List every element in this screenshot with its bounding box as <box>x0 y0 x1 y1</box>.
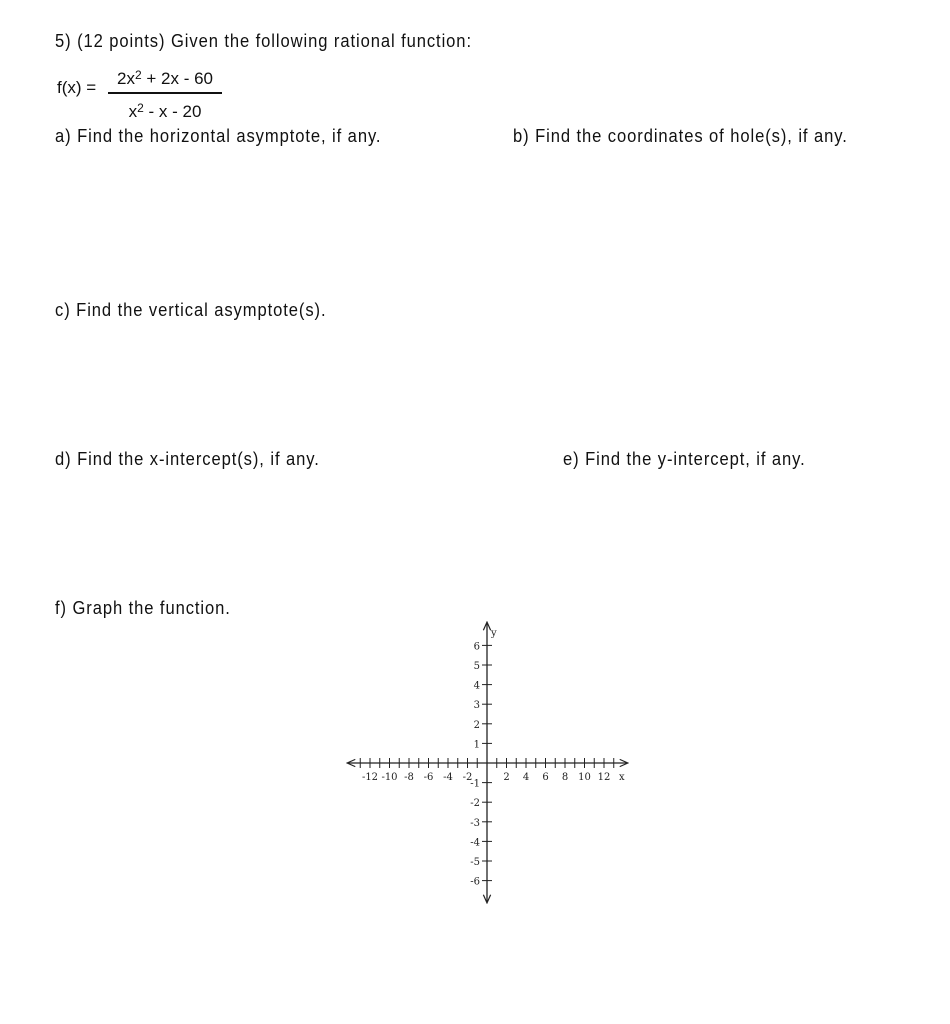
coordinate-grid <box>340 620 640 910</box>
part-e-question: e) Find the y-intercept, if any. <box>563 449 806 469</box>
numerator-term-b: + 2x - 60 <box>141 69 213 88</box>
x-tick-label: -10 <box>381 772 398 783</box>
y-tick-label: 3 <box>473 700 480 712</box>
y-tick-label: -4 <box>470 837 480 849</box>
y-tick-label: -5 <box>470 857 480 868</box>
x-tick-label: 8 <box>561 772 569 783</box>
y-tick-label: 6 <box>473 641 480 653</box>
numerator-exponent: 2 <box>134 68 142 82</box>
part-b-question: b) Find the coordinates of hole(s), if any. <box>513 126 848 146</box>
numerator <box>108 64 222 90</box>
part-d-question: d) Find the x-intercept(s), if any. <box>55 449 320 469</box>
x-tick-label: -6 <box>423 772 434 783</box>
fraction-bar <box>108 92 222 94</box>
denominator <box>108 97 222 123</box>
x-tick-label: -2 <box>462 772 473 783</box>
y-tick-label: 1 <box>473 739 480 751</box>
x-tick-label: 10 <box>578 772 591 783</box>
y-tick-label: -3 <box>470 817 480 829</box>
x-tick-label: -8 <box>404 772 414 783</box>
part-a-question: a) Find the horizontal asymptote, if any. <box>55 126 382 146</box>
y-tick-label: -6 <box>470 876 480 888</box>
y-tick-label: -1 <box>470 778 480 790</box>
x-tick-label: -12 <box>361 772 379 783</box>
denominator-term-b: - x - 20 <box>143 101 202 121</box>
numerator-term-a: 2x <box>116 69 135 88</box>
denominator-term-a: x <box>128 101 138 121</box>
x-tick-label: 12 <box>597 772 611 783</box>
problem-header: 5) (12 points) Given the following rational function: <box>55 31 472 51</box>
y-axis-label: y <box>491 628 497 639</box>
part-c-question: c) Find the vertical asymptote(s). <box>55 300 327 320</box>
x-tick-label: -4 <box>443 772 453 783</box>
x-tick-label: 4 <box>522 772 530 783</box>
part-f-question: f) Graph the function. <box>55 598 231 618</box>
y-tick-label: 2 <box>473 719 480 731</box>
y-tick-label: 5 <box>473 661 480 672</box>
x-tick-label: 2 <box>503 772 510 783</box>
rational-function-fraction <box>108 64 222 123</box>
function-name: f(x) = <box>57 78 97 97</box>
y-tick-label: 4 <box>473 680 480 692</box>
x-axis-label: x <box>619 772 625 783</box>
x-tick-label: 6 <box>542 772 549 783</box>
denominator-exponent: 2 <box>137 100 144 115</box>
y-tick-label: -2 <box>470 798 480 810</box>
